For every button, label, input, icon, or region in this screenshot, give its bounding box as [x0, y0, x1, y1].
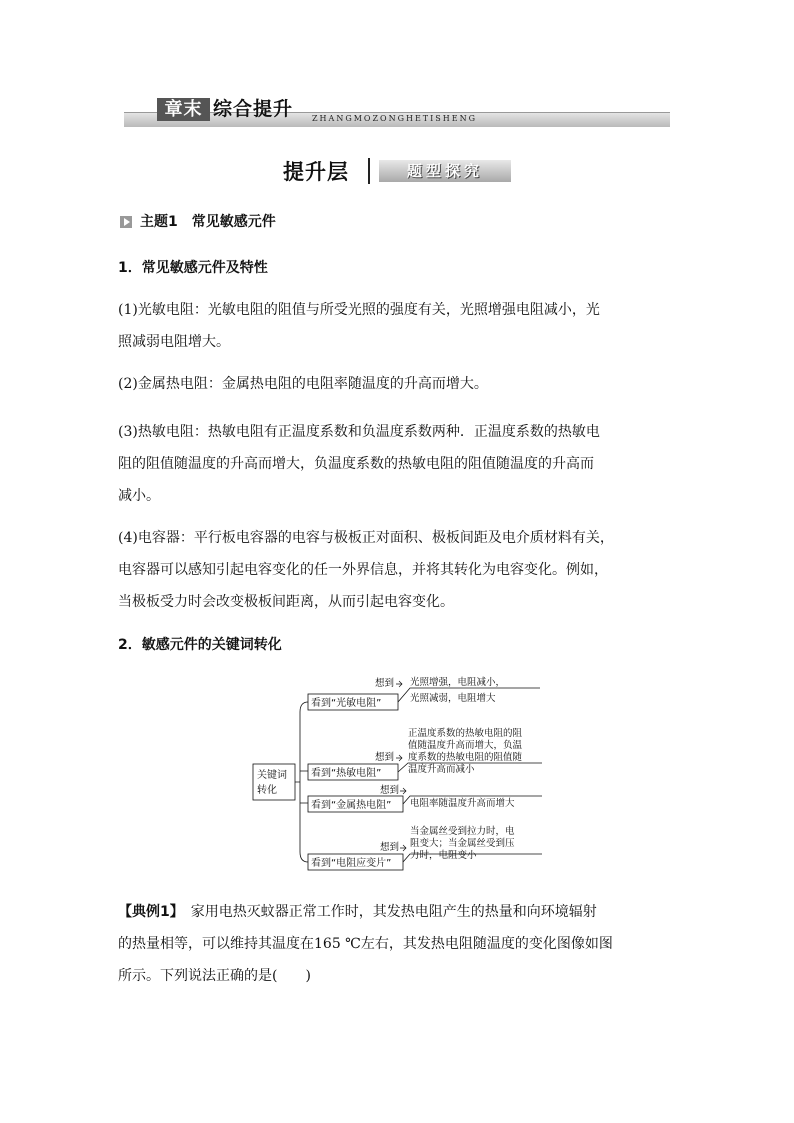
- result-line: 温度升高而减小: [408, 764, 475, 775]
- result-line: 正温度系数的热敏电阻的阻: [408, 728, 523, 739]
- branch-label: 看到“电阻应变片”: [311, 858, 392, 869]
- header-title: 综合提升: [213, 98, 294, 120]
- result-line: 阻变大；当金属丝受到压: [410, 838, 515, 849]
- arrow-icon: [396, 755, 402, 761]
- result-line: 力时，电阻变小: [410, 850, 477, 861]
- paragraph-1: [118, 294, 676, 358]
- heading-2: 2．敏感元件的关键词转化: [118, 637, 282, 653]
- header-tag: 章末: [157, 98, 210, 121]
- text-line: (3)热敏电阻：热敏电阻有正温度系数和负温度系数两种．正温度系数的热敏电: [118, 424, 600, 440]
- example-text: 家用电热灭蚊器正常工作时，其发热电阻产生的热量和向环境辐射: [176, 904, 597, 920]
- root-label-line: 转化: [257, 785, 277, 796]
- text-line: (4)电容器：平行板电容器的电容与极板正对面积、极板间距及电介质材料有关，: [118, 530, 614, 546]
- text-line: 照减弱电阻增大。: [118, 334, 230, 350]
- arrow-icon: [396, 681, 402, 687]
- result-line: 值随温度升高而增大，负温: [408, 740, 523, 751]
- result-line: 光照减弱，电阻增大: [410, 693, 496, 704]
- think-label: 想到: [375, 752, 395, 763]
- play-triangle-icon: [120, 216, 132, 228]
- keyword-diagram: [250, 672, 550, 872]
- text-line: [118, 896, 678, 928]
- example-1: [118, 896, 678, 992]
- branch-label: 看到“热敏电阻”: [311, 768, 382, 779]
- result-line: 电阻率随温度升高而增大: [410, 798, 515, 809]
- text-line: 当极板受力时会改变极板间距离，从而引起电容变化。: [118, 594, 454, 610]
- section-title: 提升层: [283, 160, 349, 184]
- text-line: 的热量相等，可以维持其温度在165 ℃左右，其发热电阻随温度的变化图像如图: [118, 936, 613, 952]
- branch-label: 看到“光敏电阻”: [311, 698, 382, 709]
- brace-ticks: [300, 771, 308, 803]
- result-line: 当金属丝受到拉力时，电: [410, 826, 515, 837]
- paragraph-4: [118, 522, 676, 618]
- think-label: 想到: [380, 842, 400, 853]
- paragraph-2: [118, 368, 676, 400]
- result-line: 度系数的热敏电阻的阻值随: [408, 752, 523, 763]
- text-line: 减小。: [118, 488, 160, 504]
- section-badge: 题型探究: [379, 160, 511, 182]
- text-line: 所示。下列说法正确的是( ): [118, 968, 311, 984]
- paragraph-3: [118, 416, 676, 512]
- text-line: (1)光敏电阻：光敏电阻的阻值与所受光照的强度有关，光照增强电阻减小，光: [118, 302, 600, 318]
- think-label: 想到: [380, 785, 400, 796]
- header-pinyin: ZHANGMOZONGHETISHENG: [312, 114, 477, 123]
- brace: [295, 702, 308, 862]
- branch-label: 看到“金属热电阻”: [311, 800, 392, 811]
- text-line: 电容器可以感知引起电容变化的任一外界信息，并将其转化为电容变化。例如，: [118, 562, 608, 578]
- section-divider: [368, 158, 370, 184]
- arrow-icon: [400, 845, 406, 851]
- example-label: 【典例1】: [118, 904, 177, 920]
- topic-title: 主题1 常见敏感元件: [140, 214, 276, 230]
- result-line: 光照增强，电阻减小，: [410, 677, 506, 688]
- text-line: 阻的阻值随温度的升高而增大，负温度系数的热敏电阻的阻值随温度的升高而: [118, 456, 594, 472]
- text-line: (2)金属热电阻：金属热电阻的电阻率随温度的升高而增大。: [118, 376, 488, 392]
- root-label-line: 关键词: [257, 770, 287, 781]
- think-label: 想到: [375, 678, 395, 689]
- heading-1: 1．常见敏感元件及特性: [118, 260, 268, 276]
- arrow-icon: [400, 788, 406, 794]
